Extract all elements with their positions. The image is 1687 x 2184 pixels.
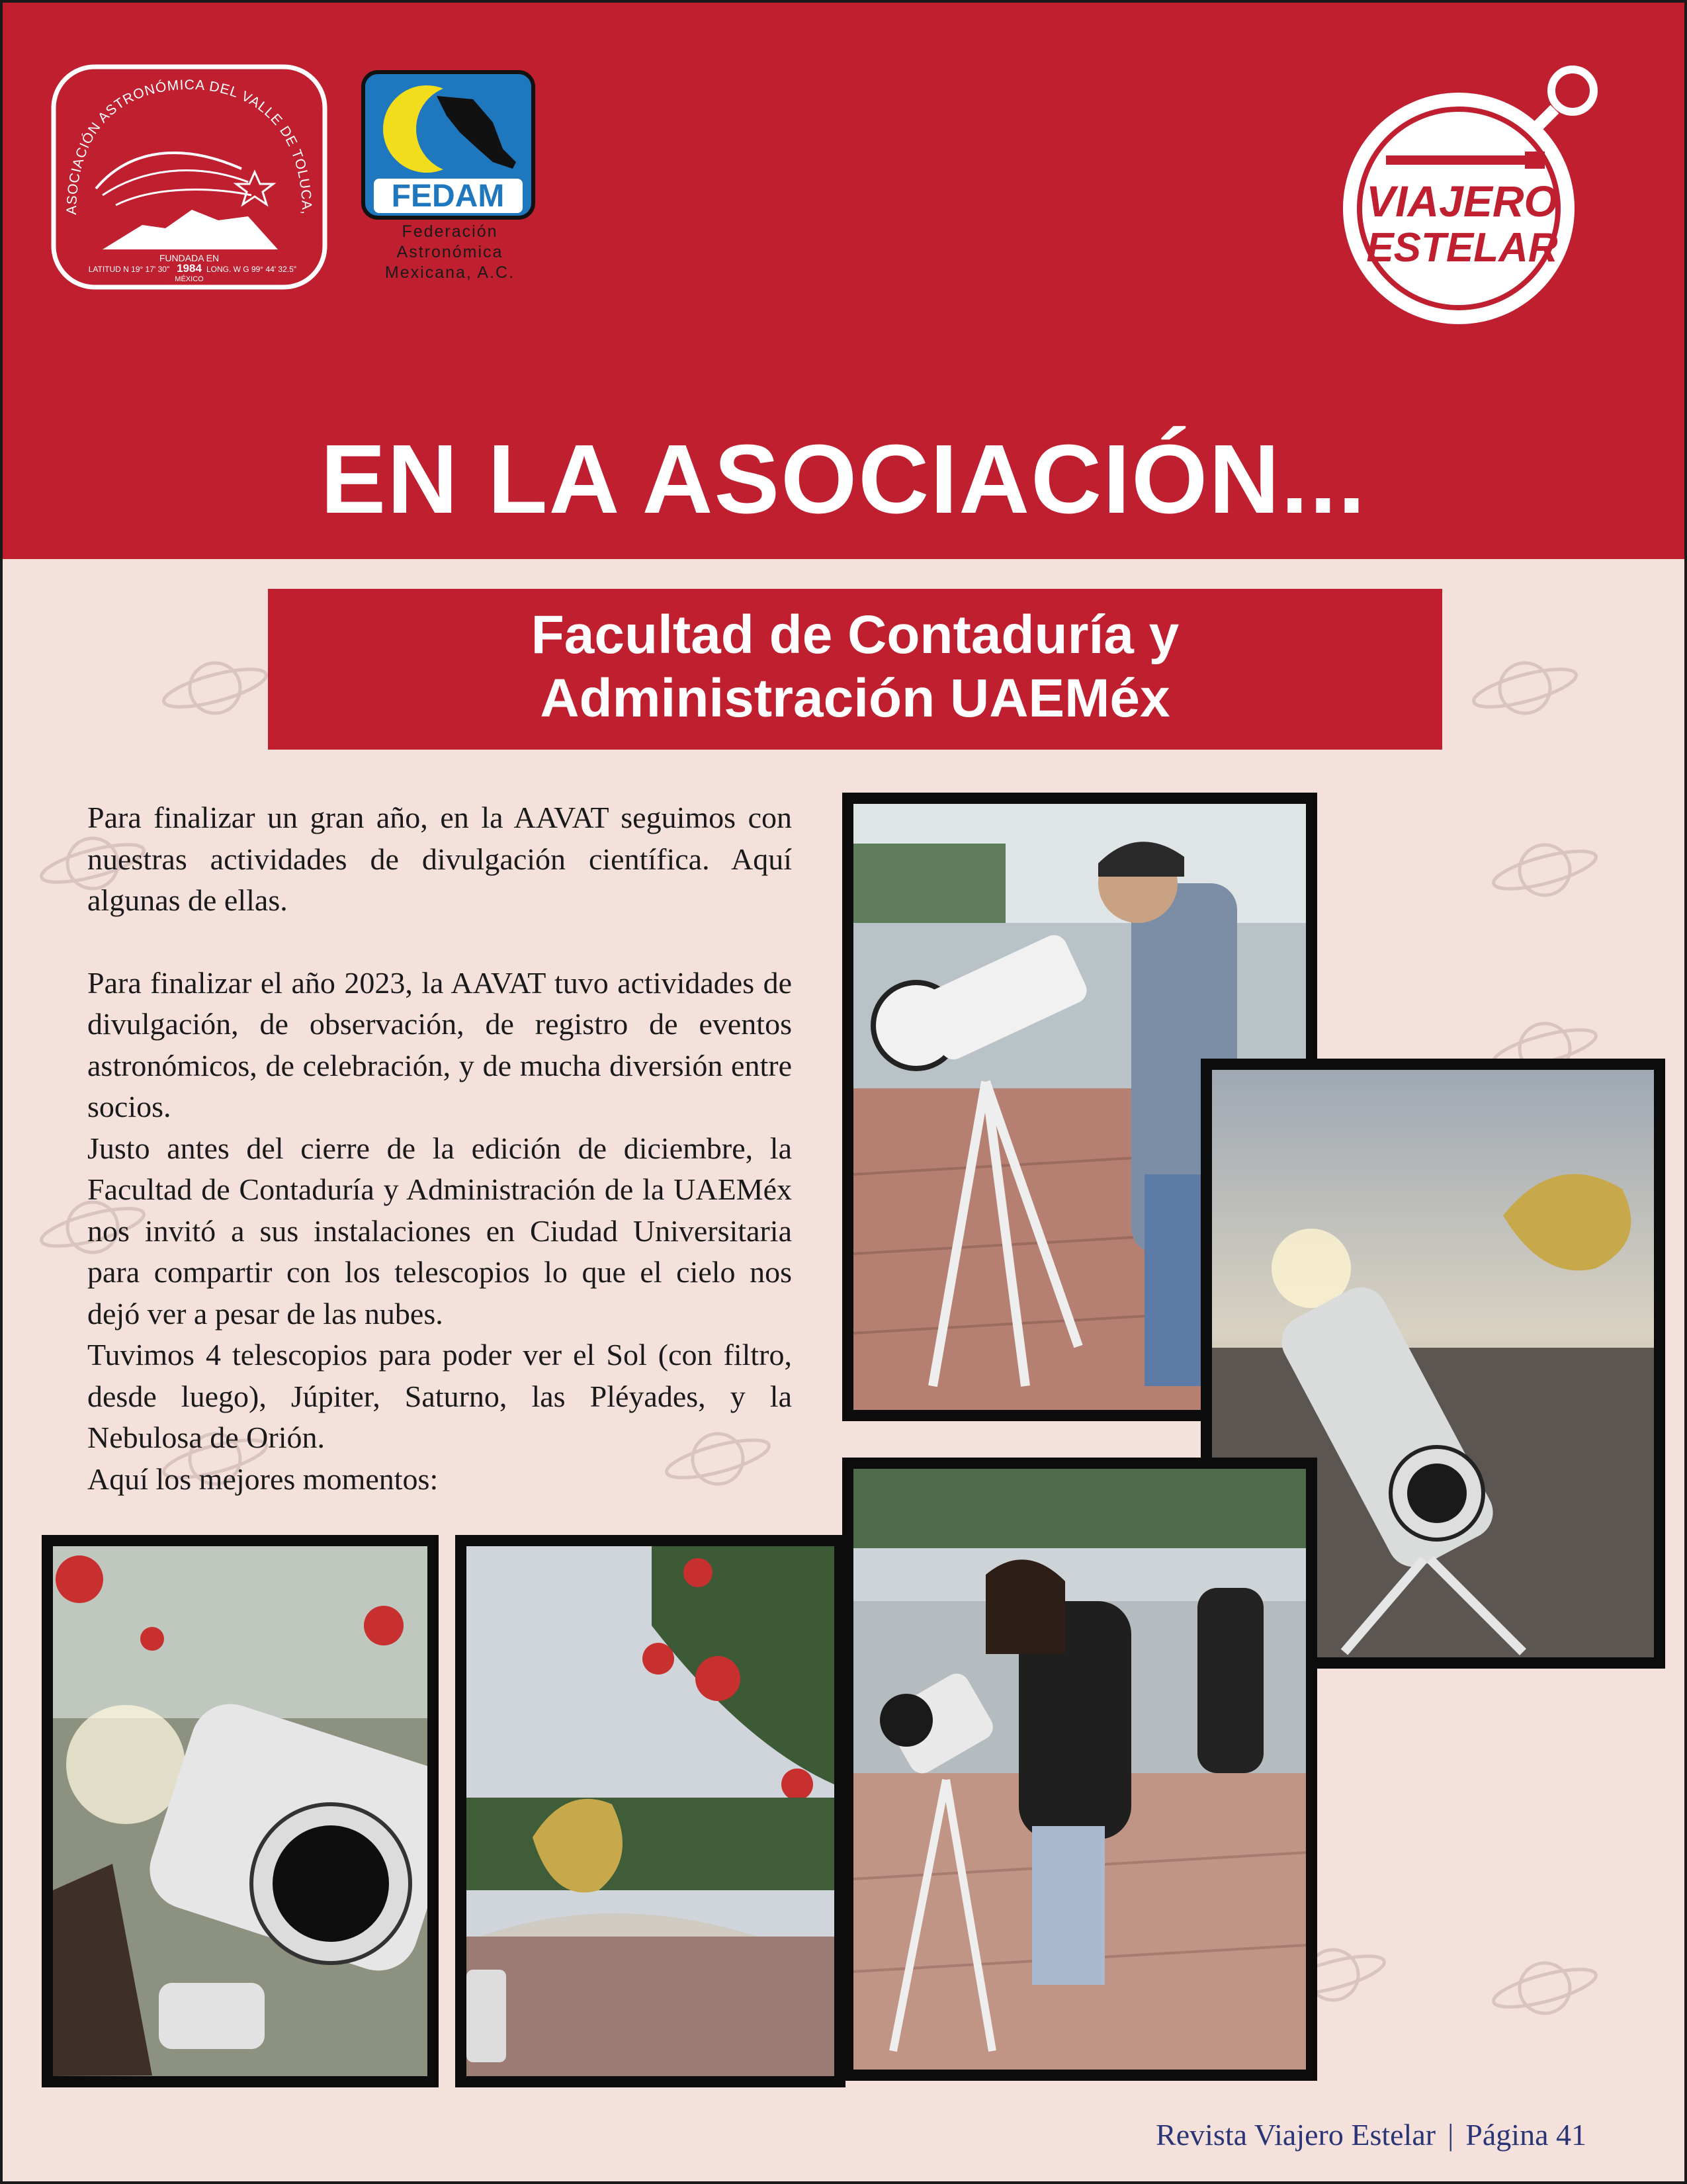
photo-sculpture-ornaments <box>455 1535 845 2087</box>
viajero-estelar-logo <box>1326 43 1611 341</box>
aavat-longitude: LONG. W G 99° 44' 32.5" <box>206 265 297 274</box>
page-title: EN LA ASOCIACIÓN... <box>320 425 1367 534</box>
page-footer <box>1156 2117 1586 2152</box>
fedam-caption-line: Federación <box>402 222 498 241</box>
planet-decoration-icon <box>1489 1952 1601 2025</box>
article-paragraph: Para finalizar el año 2023, la AAVAT tuvo actividades de divulgación, de observación, de registro de eventos astronómicos, de celebración, y de mucha diversión entre socios. <box>87 965 792 1123</box>
section-title-line: Facultad de Contaduría y <box>531 605 1180 665</box>
fedam-caption <box>344 222 556 283</box>
planet-decoration-icon <box>1489 834 1601 906</box>
viajero-logo-line2: ESTELAR <box>1366 225 1558 271</box>
aavat-founded-place: MÉXICO <box>175 275 204 283</box>
viajero-logo-line1: VIAJERO <box>1366 177 1558 226</box>
aavat-founded-label: FUNDADA EN <box>159 253 220 263</box>
section-title-line: Administración UAEMéx <box>540 668 1170 728</box>
planet-decoration-icon <box>159 652 271 724</box>
fedam-acronym: FEDAM <box>391 179 505 214</box>
fedam-caption-line: Mexicana, A.C. <box>384 263 515 282</box>
aavat-logo <box>50 63 329 291</box>
aavat-latitude: LATITUD N 19° 17' 30" <box>88 265 170 274</box>
aavat-founded-year: 1984 <box>177 262 202 275</box>
footer-publication: Revista Viajero Estelar <box>1156 2118 1436 2152</box>
photo-telescope-closeup-sun <box>42 1535 439 2087</box>
article-paragraph: Tuvimos 4 telescopios para poder ver el Sol (con filtro, desde luego), Júpiter, Saturno, las Pléyades, y la Nebulosa de Orión. <box>87 1338 792 1454</box>
section-title <box>268 589 1442 750</box>
article-paragraph: Justo antes del cierre de la edición de diciembre, la Facultad de Contaduría y Administración de la UAEMéx nos invitó a sus instalaciones en Ciudad Universitaria para compartir con los telescopios lo que el cielo nos dejó ver a pesar de las nubes. <box>87 1131 792 1331</box>
svg-text:ASOCIACIÓN ASTRONÓMICA DEL VAL <box>50 63 314 215</box>
article-body <box>87 797 792 1500</box>
footer-separator: | <box>1448 2118 1454 2152</box>
article-paragraph: Aquí los mejores momentos: <box>87 1462 439 1496</box>
article-paragraph: Para finalizar un gran año, en la AAVAT seguimos con nuestras actividades de divulgación científica. Aquí algunas de ellas. <box>87 801 792 917</box>
fedam-caption-line: Astronómica <box>396 243 503 261</box>
planet-decoration-icon <box>1469 652 1581 724</box>
footer-page-number: Página 41 <box>1465 2118 1586 2152</box>
photo-student-woman-at-telescope <box>842 1458 1317 2081</box>
aavat-ring-text: ASOCIACIÓN ASTRONÓMICA DEL VALLE DE TOLUCA, <box>64 77 315 216</box>
